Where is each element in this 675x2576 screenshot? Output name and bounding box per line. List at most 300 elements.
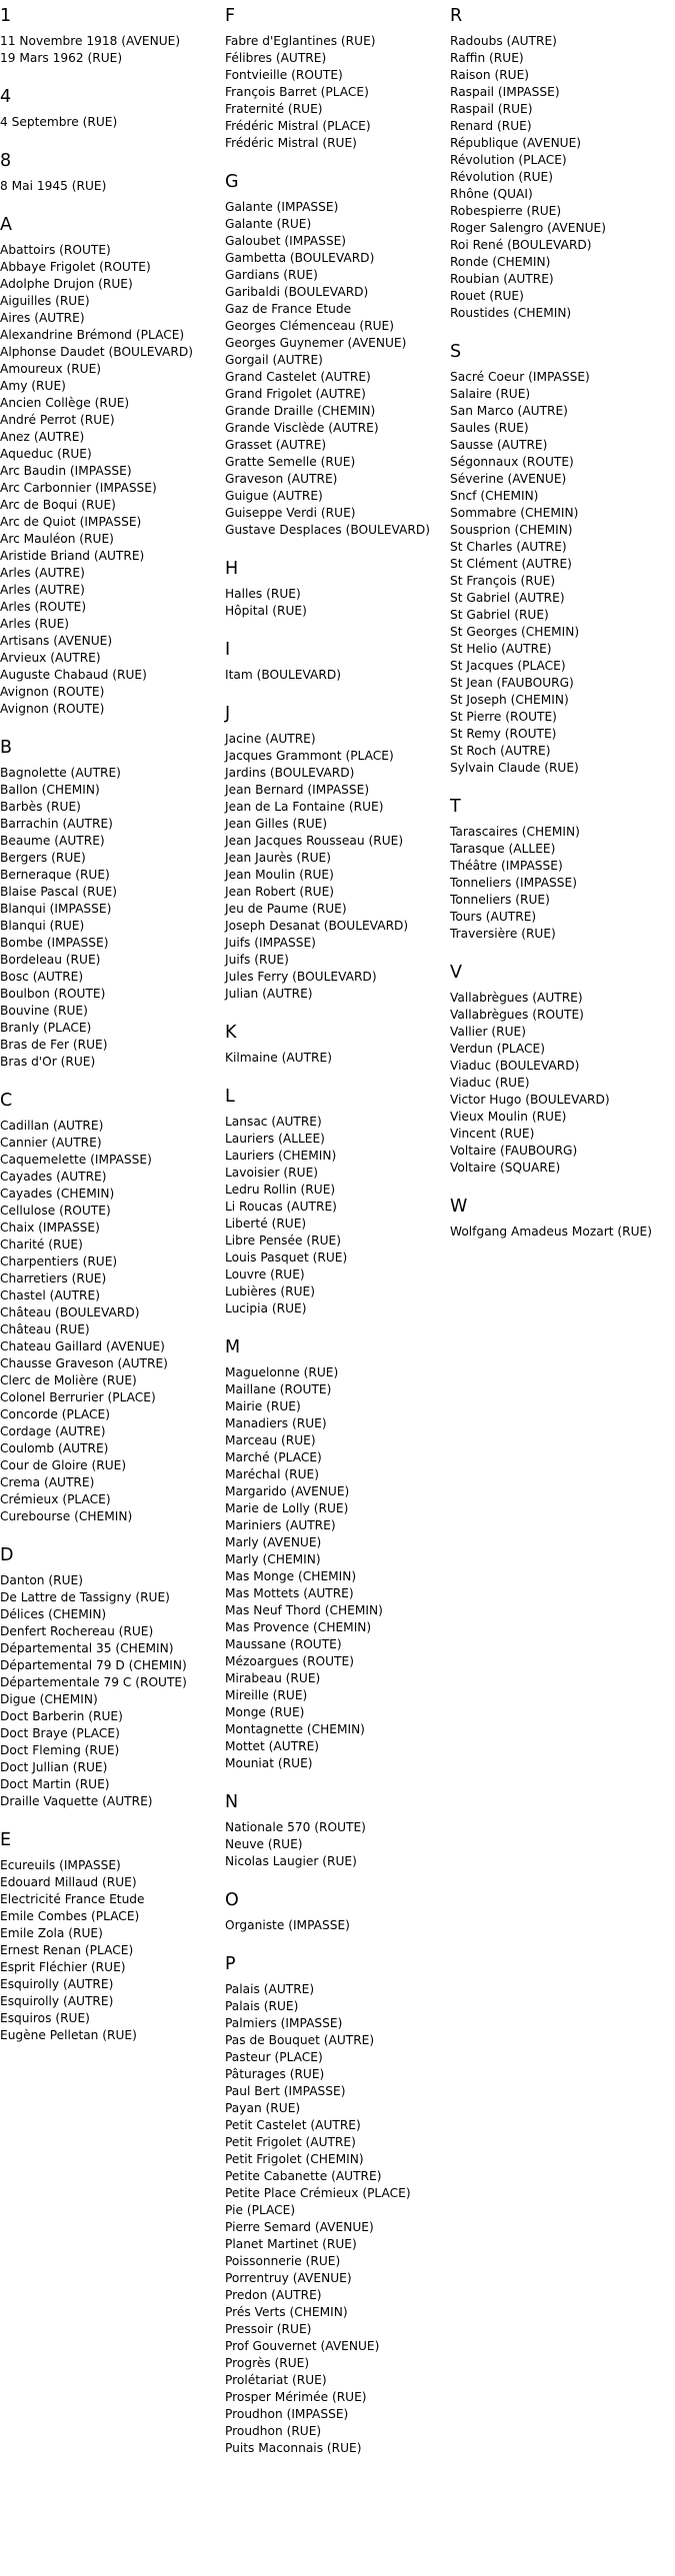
street-link[interactable]: Anez (AUTRE) [0,430,85,444]
street-link[interactable]: Neuve (RUE) [225,1837,303,1851]
street-link[interactable]: Gaz de France Etude [225,302,352,316]
street-list-item [0,2027,222,2044]
street-link[interactable]: Adolphe Drujon (RUE) [0,277,133,291]
street-link[interactable]: Petit Castelet (AUTRE) [225,2118,361,2132]
street-link[interactable]: Monge (RUE) [225,1705,305,1719]
street-link[interactable]: Halles (RUE) [225,587,301,601]
street-link[interactable]: Arc de Boqui (RUE) [0,498,116,512]
street-link[interactable]: 19 Mars 1962 (RUE) [0,51,123,65]
street-link[interactable]: Liberté (RUE) [225,1217,307,1231]
street-link[interactable]: Denfert Rochereau (RUE) [0,1624,154,1638]
street-link[interactable]: St Charles (AUTRE) [450,540,567,554]
street-link[interactable]: Vallier (RUE) [450,1025,526,1039]
street-link[interactable]: Tonneliers (IMPASSE) [450,876,577,890]
street-link[interactable]: Blanqui (RUE) [0,919,85,933]
street-link[interactable]: Frédéric Mistral (PLACE) [225,119,371,133]
street-link[interactable]: Rhône (QUAI) [450,187,533,201]
street-link[interactable]: Galante (RUE) [225,217,312,231]
street-link[interactable]: St Roch (AUTRE) [450,744,551,758]
street-list-item [0,1457,222,1474]
street-link[interactable]: Viaduc (BOULEVARD) [450,1059,580,1073]
street-link[interactable]: Electricité France Etude [0,1892,145,1906]
street-link[interactable]: St Georges (CHEMIN) [450,625,580,639]
street-link[interactable]: Bouvine (RUE) [0,1004,88,1018]
street-link[interactable]: Branly (PLACE) [0,1021,92,1035]
street-link[interactable]: Louvre (RUE) [225,1268,305,1282]
street-link[interactable]: Lauriers (ALLEE) [225,1132,325,1146]
street-link[interactable]: Gratte Semelle (RUE) [225,455,356,469]
street-link[interactable]: Edouard Millaud (RUE) [0,1875,137,1889]
street-link[interactable]: San Marco (AUTRE) [450,404,568,418]
street-link[interactable]: Itam (BOULEVARD) [225,668,341,682]
street-link[interactable]: Victor Hugo (BOULEVARD) [450,1093,610,1107]
street-link[interactable]: Mas Mottets (AUTRE) [225,1586,354,1600]
street-link[interactable]: Julian (AUTRE) [225,987,313,1001]
street-link[interactable]: Pasteur (PLACE) [225,2050,323,2064]
street-link[interactable]: Garibaldi (BOULEVARD) [225,285,369,299]
street-link[interactable]: Sousprion (CHEMIN) [450,523,573,537]
street-link[interactable]: Lavoisier (RUE) [225,1166,319,1180]
street-list-item [225,603,447,620]
street-list-item [225,986,447,1003]
street-link[interactable]: Georges Clémenceau (RUE) [225,319,395,333]
street-link[interactable]: 4 Septembre (RUE) [0,115,118,129]
street-link[interactable]: Manadiers (RUE) [225,1416,327,1430]
street-link[interactable]: Ledru Rollin (RUE) [225,1183,336,1197]
street-link[interactable]: Crémieux (PLACE) [0,1492,111,1506]
street-link[interactable]: Ecureuils (IMPASSE) [0,1858,121,1872]
street-link[interactable]: Chausse Graveson (AUTRE) [0,1356,168,1370]
street-link[interactable]: Galante (IMPASSE) [225,200,339,214]
street-link[interactable]: Bombe (IMPASSE) [0,936,109,950]
street-link[interactable]: Pressoir (RUE) [225,2322,312,2336]
street-link[interactable]: Félibres (AUTRE) [225,51,327,65]
street-link[interactable]: Robespierre (RUE) [450,204,562,218]
street-link[interactable]: Ségonnaux (ROUTE) [450,455,574,469]
street-link[interactable]: Lubières (RUE) [225,1285,315,1298]
street-link[interactable]: Bagnolette (AUTRE) [0,766,121,780]
street-link[interactable]: Planet Martinet (RUE) [225,2237,357,2251]
street-link[interactable]: Sacré Coeur (IMPASSE) [450,370,590,384]
street-link[interactable]: Vallabrègues (ROUTE) [450,1008,584,1022]
street-link[interactable]: Gorgail (AUTRE) [225,353,323,367]
street-link[interactable]: Sylvain Claude (RUE) [450,761,579,775]
street-link[interactable]: St Jean (FAUBOURG) [450,676,574,690]
street-link[interactable]: Raffin (RUE) [450,51,524,65]
street-link[interactable]: Bras de Fer (RUE) [0,1038,108,1052]
street-list-item [0,1925,222,1942]
street-link[interactable]: Marly (CHEMIN) [225,1552,321,1566]
street-link[interactable]: Pâturages (RUE) [225,2067,325,2081]
street-link[interactable]: Sommabre (CHEMIN) [450,506,579,520]
street-link[interactable]: Palais (AUTRE) [225,1982,315,1996]
letter-heading: J [225,704,231,724]
street-link[interactable]: Chastel (AUTRE) [0,1288,100,1302]
street-link[interactable]: Marie de Lolly (RUE) [225,1501,349,1515]
street-link[interactable]: Tonneliers (RUE) [450,893,550,907]
street-link[interactable]: Aristide Briand (AUTRE) [0,549,145,563]
street-link[interactable]: Voltaire (SQUARE) [450,1161,561,1175]
street-link[interactable]: Doct Fleming (RUE) [0,1743,120,1757]
street-link[interactable]: Château (RUE) [0,1322,90,1336]
street-link[interactable]: Tarascaires (CHEMIN) [450,825,580,839]
street-link[interactable]: Cayades (AUTRE) [0,1170,107,1184]
street-list-item [225,1853,447,1870]
street-link[interactable]: Jean de La Fontaine (RUE) [225,800,384,814]
street-link[interactable]: Grande Visclède (AUTRE) [225,421,379,435]
street-link[interactable]: Frédéric Mistral (RUE) [225,136,357,150]
street-link[interactable]: Prof Gouvernet (AVENUE) [225,2339,380,2353]
street-link[interactable]: Sausse (AUTRE) [450,438,548,452]
street-link[interactable]: Roustides (CHEMIN) [450,306,572,320]
street-link[interactable]: De Lattre de Tassigny (RUE) [0,1590,170,1604]
street-link[interactable]: Raspail (RUE) [450,102,533,116]
street-link[interactable]: République (AVENUE) [450,136,582,150]
street-link[interactable]: Bosc (AUTRE) [0,970,84,984]
street-link[interactable]: Alphonse Daudet (BOULEVARD) [0,345,193,359]
street-link[interactable]: Bergers (RUE) [0,851,86,865]
street-link[interactable]: Jean Jaurès (RUE) [225,851,332,865]
street-link[interactable]: Cannier (AUTRE) [0,1136,102,1150]
street-list-item [225,918,447,935]
street-link[interactable]: Cordage (AUTRE) [0,1424,106,1438]
street-link[interactable]: Coulomb (AUTRE) [0,1441,109,1455]
street-link[interactable]: Délices (CHEMIN) [0,1607,107,1621]
street-link[interactable]: Cadillan (AUTRE) [0,1119,104,1133]
street-link[interactable]: Nationale 570 (ROUTE) [225,1820,366,1834]
street-link[interactable]: Petit Frigolet (AUTRE) [225,2135,356,2149]
street-link[interactable]: St Pierre (ROUTE) [450,710,557,724]
street-link[interactable]: Doct Jullian (RUE) [0,1760,108,1774]
street-list-item [225,2338,447,2355]
street-list-item [225,2202,447,2219]
street-link[interactable]: Colonel Berrurier (PLACE) [0,1390,156,1404]
street-link[interactable]: Charité (RUE) [0,1238,83,1252]
street-link[interactable]: Palmiers (IMPASSE) [225,2016,343,2030]
street-link[interactable]: Poissonnerie (RUE) [225,2254,341,2268]
street-link[interactable]: Départemental 35 (CHEMIN) [0,1641,174,1655]
street-link[interactable]: Grand Castelet (AUTRE) [225,370,371,384]
street-link[interactable]: Gardians (RUE) [225,268,318,282]
street-link[interactable]: Arvieux (AUTRE) [0,651,101,665]
street-link[interactable]: Berneraque (RUE) [0,868,110,882]
street-list-item [225,2100,447,2117]
street-link[interactable]: Voltaire (FAUBOURG) [450,1144,578,1158]
street-link[interactable]: Jean Bernard (IMPASSE) [225,783,370,797]
street-link[interactable]: Raspail (IMPASSE) [450,85,560,99]
street-link[interactable]: Gambetta (BOULEVARD) [225,251,375,265]
street-link[interactable]: 8 Mai 1945 (RUE) [0,179,107,193]
street-link[interactable]: Avignon (ROUTE) [0,702,105,716]
street-link[interactable]: Maillane (ROUTE) [225,1382,332,1396]
street-link[interactable]: Grande Draille (CHEMIN) [225,404,376,418]
street-list-item [0,446,222,463]
street-link[interactable]: Guigue (AUTRE) [225,489,323,503]
street-link[interactable]: Tours (AUTRE) [450,910,537,924]
street-link[interactable]: Roger Salengro (AVENUE) [450,221,606,235]
street-list [450,990,672,1177]
street-link[interactable]: Fontvieille (ROUTE) [225,68,343,82]
street-link[interactable]: Amoureux (RUE) [0,362,102,376]
street-link[interactable]: Esquirolly (AUTRE) [0,1994,114,2008]
street-link[interactable]: Ronde (CHEMIN) [450,255,551,269]
street-link[interactable]: Margarido (AVENUE) [225,1484,350,1498]
street-link[interactable]: Fraternité (RUE) [225,102,323,116]
street-link[interactable]: Arles (AUTRE) [0,583,85,597]
street-link[interactable]: Draille Vaquette (AUTRE) [0,1794,153,1808]
street-link[interactable]: Paul Bert (IMPASSE) [225,2084,346,2098]
letter-group [0,1091,222,1525]
street-link[interactable]: Marché (PLACE) [225,1450,322,1464]
street-link[interactable]: Mireille (RUE) [225,1688,308,1702]
street-list-item [0,1372,222,1389]
street-link[interactable]: Arc Carbonnier (IMPASSE) [0,481,157,495]
street-link[interactable]: Crema (AUTRE) [0,1475,95,1489]
street-link[interactable]: Chaix (IMPASSE) [0,1221,100,1235]
street-link[interactable]: Cayades (CHEMIN) [0,1187,115,1201]
street-link[interactable]: Cour de Gloire (RUE) [0,1458,127,1472]
street-link[interactable]: Alexandrine Brémond (PLACE) [0,328,185,342]
street-link[interactable]: Emile Combes (PLACE) [0,1909,140,1923]
street-link[interactable]: Mirabeau (RUE) [225,1671,321,1685]
street-link[interactable]: Mottet (AUTRE) [225,1739,320,1753]
street-link[interactable]: Lansac (AUTRE) [225,1115,322,1129]
street-link[interactable]: Mézoargues (ROUTE) [225,1654,354,1668]
street-link[interactable]: Ancien Collège (RUE) [0,396,130,410]
street-link[interactable]: Arc Mauléon (RUE) [0,532,114,546]
street-link[interactable]: Proudhon (RUE) [225,2424,322,2438]
street-link[interactable]: Révolution (PLACE) [450,153,567,167]
street-link[interactable]: Li Roucas (AUTRE) [225,1200,337,1214]
street-link[interactable]: Jacine (AUTRE) [225,732,316,746]
street-link[interactable]: 11 Novembre 1918 (AVENUE) [0,34,181,48]
street-link[interactable]: Emile Zola (RUE) [0,1926,103,1940]
street-link[interactable]: Maguelonne (RUE) [225,1365,339,1379]
street-link[interactable]: Mas Provence (CHEMIN) [225,1620,372,1634]
street-link[interactable]: Jacques Grammont (PLACE) [225,749,394,763]
street-link[interactable]: Georges Guynemer (AVENUE) [225,336,407,350]
street-link[interactable]: Kilmaine (AUTRE) [225,1051,332,1065]
street-link[interactable]: Galoubet (IMPASSE) [225,234,347,248]
street-link[interactable]: Arc de Quiot (IMPASSE) [0,515,142,529]
street-link[interactable]: Bras d'Or (RUE) [0,1055,96,1069]
street-link[interactable]: Digue (CHEMIN) [0,1692,98,1706]
street-link[interactable]: Wolfgang Amadeus Mozart (RUE) [450,1225,652,1239]
street-link[interactable]: Proudhon (IMPASSE) [225,2407,349,2421]
street-link[interactable]: Tarasque (ALLEE) [450,842,556,856]
street-link[interactable]: Predon (AUTRE) [225,2288,322,2302]
street-link[interactable]: Concorde (PLACE) [0,1407,111,1421]
street-link[interactable]: Libre Pensée (RUE) [225,1234,341,1248]
street-link[interactable]: Mariniers (AUTRE) [225,1518,336,1532]
street-link[interactable]: Arc Baudin (IMPASSE) [0,464,132,478]
street-link[interactable]: Doct Braye (PLACE) [0,1726,120,1740]
street-link[interactable]: Marly (AVENUE) [225,1535,322,1549]
street-link[interactable]: Nicolas Laugier (RUE) [225,1854,357,1868]
street-link[interactable]: Jules Ferry (BOULEVARD) [225,970,377,984]
street-link[interactable]: Mas Neuf Thord (CHEMIN) [225,1603,383,1617]
street-link[interactable]: St Helio (AUTRE) [450,642,552,656]
street-link[interactable]: Payan (RUE) [225,2101,301,2115]
street-link[interactable]: Arles (ROUTE) [0,600,87,614]
street-link[interactable]: Aiguilles (RUE) [0,294,90,308]
street-link[interactable]: Petit Frigolet (CHEMIN) [225,2152,364,2166]
street-link[interactable]: Raison (RUE) [450,68,530,82]
street-link[interactable]: André Perrot (RUE) [0,413,115,427]
street-link[interactable]: Montagnette (CHEMIN) [225,1722,365,1736]
street-link[interactable]: Beaume (AUTRE) [0,834,105,848]
street-link[interactable]: Abattoirs (ROUTE) [0,243,111,257]
street-link[interactable]: Maussane (ROUTE) [225,1637,342,1651]
street-link[interactable]: St Clément (AUTRE) [450,557,572,571]
street-link[interactable]: Abbaye Frigolet (ROUTE) [0,260,151,274]
street-link[interactable]: Radoubs (AUTRE) [450,34,557,48]
street-link[interactable]: Jeu de Paume (RUE) [225,902,347,916]
street-link[interactable]: Barbès (RUE) [0,800,81,814]
street-list-item [225,833,447,850]
street-list-item [225,1466,447,1483]
street-list-item [0,582,222,599]
street-link[interactable]: Artisans (AVENUE) [0,634,113,648]
street-link[interactable]: Renard (RUE) [450,119,532,133]
street-link[interactable]: Prés Verts (CHEMIN) [225,2305,348,2319]
street-link[interactable]: St François (RUE) [450,574,556,588]
street-link[interactable]: Séverine (AVENUE) [450,472,567,486]
street-link[interactable]: Aqueduc (RUE) [0,447,92,461]
street-link[interactable]: Verdun (PLACE) [450,1042,546,1056]
street-link[interactable]: Palais (RUE) [225,1999,299,2013]
street-link[interactable]: Organiste (IMPASSE) [225,1918,350,1932]
street-link[interactable]: Sncf (CHEMIN) [450,489,539,503]
street-link[interactable]: Barrachin (AUTRE) [0,817,113,831]
street-link[interactable]: Traversière (RUE) [450,927,556,941]
street-link[interactable]: Arles (RUE) [0,617,70,631]
street-link[interactable]: François Barret (PLACE) [225,85,369,99]
street-link[interactable]: Ernest Renan (PLACE) [0,1943,134,1957]
street-link[interactable]: Lauriers (CHEMIN) [225,1149,337,1163]
street-link[interactable]: Esquirolly (AUTRE) [0,1977,114,1991]
street-list-item [0,565,222,582]
street-link[interactable]: Maréchal (RUE) [225,1467,319,1481]
street-link[interactable]: Prolétariat (RUE) [225,2373,327,2387]
street-link[interactable]: Amy (RUE) [0,379,66,393]
street-link[interactable]: Chateau Gaillard (AVENUE) [0,1339,165,1353]
street-link[interactable]: Avignon (ROUTE) [0,685,105,699]
street-link[interactable]: Progrès (RUE) [225,2356,310,2370]
street-link[interactable]: Bordeleau (RUE) [0,953,101,967]
street-link[interactable]: Mas Monge (CHEMIN) [225,1569,357,1583]
street-link[interactable]: Auguste Chabaud (RUE) [0,668,147,682]
street-link[interactable]: Arles (AUTRE) [0,566,85,580]
street-link[interactable]: Petite Cabanette (AUTRE) [225,2169,382,2183]
street-link[interactable]: Départemental 79 D (CHEMIN) [0,1658,187,1672]
street-list-item [0,178,222,195]
street-link[interactable]: Porrentruy (AVENUE) [225,2271,352,2285]
street-link[interactable]: Jean Jacques Rousseau (RUE) [225,834,404,848]
street-link[interactable]: Puits Maconnais (RUE) [225,2441,362,2455]
street-link[interactable]: Petite Place Crémieux (PLACE) [225,2186,411,2200]
letter-group [225,1337,447,1772]
street-link[interactable]: St Joseph (CHEMIN) [450,693,569,707]
street-link[interactable]: Guiseppe Verdi (RUE) [225,506,356,520]
street-link[interactable]: St Gabriel (RUE) [450,608,549,622]
street-link[interactable]: Roi René (BOULEVARD) [450,238,592,252]
street-link[interactable]: Grand Frigolet (AUTRE) [225,387,366,401]
street-link[interactable]: Jean Robert (RUE) [225,885,335,899]
street-link[interactable]: Doct Martin (RUE) [0,1777,110,1791]
street-link[interactable]: Aires (AUTRE) [0,311,85,325]
street-link[interactable]: Saules (RUE) [450,421,529,435]
street-link[interactable]: Marceau (RUE) [225,1433,316,1447]
street-list-item [0,378,222,395]
street-link[interactable]: Danton (RUE) [0,1573,84,1587]
street-link[interactable]: Curebourse (CHEMIN) [0,1509,133,1523]
street-link[interactable]: Vieux Moulin (RUE) [450,1110,567,1124]
street-link[interactable]: Hôpital (RUE) [225,604,307,618]
street-link[interactable]: Louis Pasquet (RUE) [225,1251,348,1265]
street-list-item [225,1114,447,1131]
street-link[interactable]: Graveson (AUTRE) [225,472,338,486]
street-link[interactable]: Eugène Pelletan (RUE) [0,2028,137,2042]
street-link[interactable]: St Jacques (PLACE) [450,659,566,673]
street-link[interactable]: Boulbon (ROUTE) [0,987,106,1001]
street-link[interactable]: Charpentiers (RUE) [0,1255,118,1269]
street-link[interactable]: Juifs (IMPASSE) [225,936,316,950]
letter-group [450,797,672,943]
street-link[interactable]: Vallabrègues (AUTRE) [450,991,583,1005]
street-link[interactable]: Doct Barberin (RUE) [0,1709,123,1723]
street-link[interactable]: Charretiers (RUE) [0,1272,107,1286]
street-link[interactable]: Esquiros (RUE) [0,2011,90,2025]
street-link[interactable]: Caquemelette (IMPASSE) [0,1153,152,1167]
street-link[interactable]: Juifs (RUE) [225,953,289,967]
street-link[interactable]: Jardins (BOULEVARD) [225,766,355,780]
street-link[interactable]: Prosper Mérimée (RUE) [225,2390,367,2404]
street-link[interactable]: Théâtre (IMPASSE) [450,859,563,873]
street-link[interactable]: St Remy (ROUTE) [450,727,557,741]
street-link[interactable]: Départementale 79 C (ROUTE) [0,1675,187,1689]
street-link[interactable]: Rouet (RUE) [450,289,524,303]
street-link[interactable]: Pas de Bouquet (AUTRE) [225,2033,375,2047]
letter-heading: W [450,1197,468,1217]
street-link[interactable]: Pie (PLACE) [225,2203,296,2217]
street-link[interactable]: Lucipia (RUE) [225,1301,307,1315]
street-link[interactable]: Fabre d'Eglantines (RUE) [225,34,376,48]
street-list-item [0,901,222,918]
street-link[interactable]: Esprit Fléchier (RUE) [0,1960,126,1974]
street-link[interactable]: St Gabriel (AUTRE) [450,591,565,605]
street-link[interactable]: Grasset (AUTRE) [225,438,327,452]
street-link[interactable]: Blaise Pascal (RUE) [0,885,117,899]
street-link[interactable]: Viaduc (RUE) [450,1076,530,1090]
street-link[interactable]: Gustave Desplaces (BOULEVARD) [225,523,431,537]
street-link[interactable]: Clerc de Molière (RUE) [0,1373,137,1387]
street-link[interactable]: Jean Moulin (RUE) [225,868,334,882]
street-link[interactable]: Salaire (RUE) [450,387,531,401]
street-link[interactable]: Ballon (CHEMIN) [0,783,100,797]
street-link[interactable]: Jean Gilles (RUE) [225,817,328,831]
street-link[interactable]: Pierre Semard (AVENUE) [225,2220,374,2234]
street-link[interactable]: Roubian (AUTRE) [450,272,554,286]
street-link[interactable]: Vincent (RUE) [450,1127,535,1141]
street-link[interactable]: Château (BOULEVARD) [0,1305,140,1319]
street-link[interactable]: Blanqui (IMPASSE) [0,902,112,916]
street-link[interactable]: Révolution (RUE) [450,170,554,184]
street-link[interactable]: Mouniat (RUE) [225,1756,313,1770]
street-link[interactable]: Joseph Desanat (BOULEVARD) [225,919,409,933]
street-link[interactable]: Mairie (RUE) [225,1399,301,1413]
street-link[interactable]: Cellulose (ROUTE) [0,1204,111,1218]
